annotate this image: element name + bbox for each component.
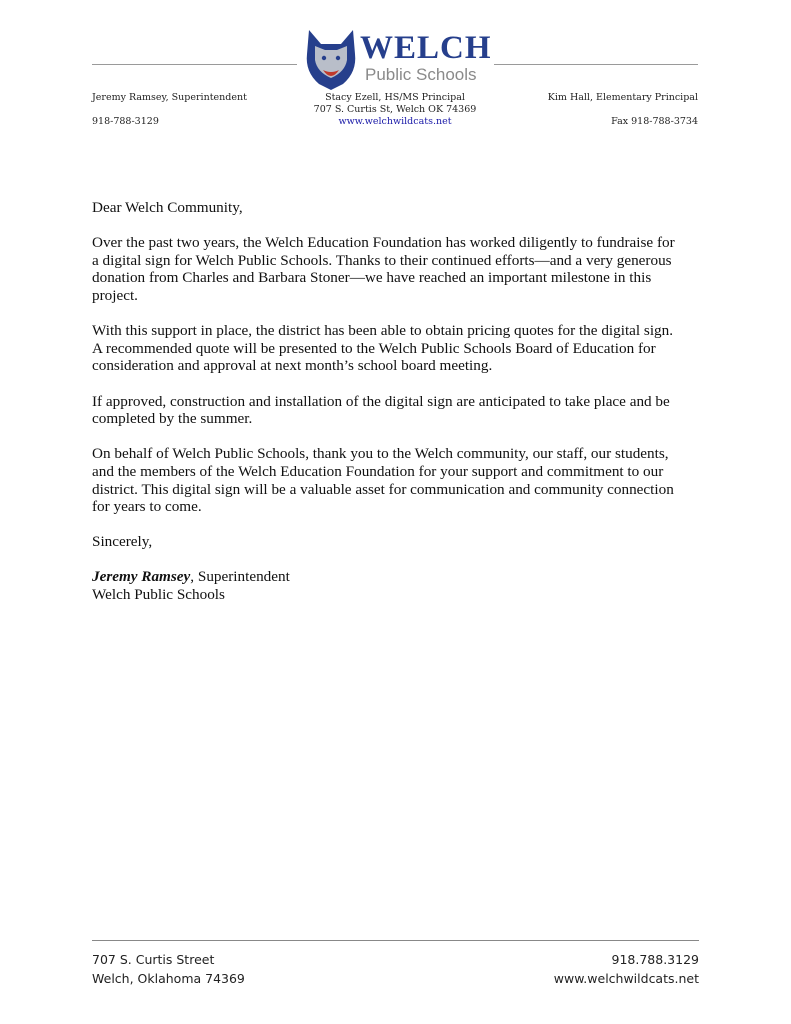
line: donation from Charles and Barbara Stoner—we have reached an important milestone in this bbox=[92, 269, 652, 287]
wildcat-icon bbox=[303, 28, 359, 90]
signature-block bbox=[92, 568, 675, 603]
signer-title: , Superintendent bbox=[190, 568, 290, 586]
line: On behalf of Welch Public Schools, thank you to the Welch community, our staff, our students, bbox=[92, 445, 669, 463]
footer-rule bbox=[92, 940, 699, 941]
principal-name: Stacy Ezell, HS/MS Principal bbox=[325, 92, 465, 103]
line: A recommended quote will be presented to the Welch Public Schools Board of Education for bbox=[92, 339, 656, 357]
signer-organization: Welch Public Schools bbox=[92, 586, 225, 604]
line: completed by the summer. bbox=[92, 410, 253, 428]
paragraph-2 bbox=[92, 322, 675, 375]
logo-subtitle: Public Schools bbox=[365, 65, 477, 84]
footer-phone: 918.788.3129 bbox=[611, 952, 699, 967]
salutation: Dear Welch Community, bbox=[92, 199, 243, 216]
elementary-principal-name: Kim Hall, Elementary Principal bbox=[547, 92, 698, 103]
phone-number: 918-788-3129 bbox=[92, 116, 159, 127]
website-link[interactable]: www.welchwildcats.net bbox=[338, 116, 452, 127]
school-address: 707 S. Curtis St, Welch OK 74369 bbox=[313, 104, 477, 115]
signer-name: Jeremy Ramsey bbox=[92, 568, 191, 586]
line: If approved, construction and installation of the digital sign are anticipated to take place and be bbox=[92, 392, 670, 410]
line: Over the past two years, the Welch Education Foundation has worked diligently to fundraise for bbox=[92, 234, 675, 252]
line: for years to come. bbox=[92, 498, 202, 516]
paragraph-3 bbox=[92, 393, 675, 428]
letter-body bbox=[92, 199, 675, 621]
line: a digital sign for Welch Public Schools. Thanks to their continued efforts—and a very generous bbox=[92, 251, 672, 269]
logo-title: WELCH bbox=[360, 30, 492, 66]
line: consideration and approval at next month’s school board meeting. bbox=[92, 357, 493, 375]
paragraph-4 bbox=[92, 445, 675, 515]
line: and the members of the Welch Education Foundation for your support and commitment to our bbox=[92, 462, 664, 480]
paragraph-1 bbox=[92, 234, 675, 304]
footer-address-line-2: Welch, Oklahoma 74369 bbox=[92, 971, 245, 986]
closing: Sincerely, bbox=[92, 533, 153, 551]
footer-website[interactable]: www.welchwildcats.net bbox=[553, 971, 699, 986]
school-logo bbox=[303, 28, 492, 90]
superintendent-name: Jeremy Ramsey, Superintendent bbox=[92, 92, 247, 103]
header-rule-right bbox=[494, 64, 698, 65]
line: With this support in place, the district has been able to obtain pricing quotes for the digital sign. bbox=[92, 322, 674, 340]
line: district. This digital sign will be a valuable asset for communication and community connection bbox=[92, 480, 674, 498]
footer-address-line-1: 707 S. Curtis Street bbox=[92, 952, 215, 967]
line: project. bbox=[92, 286, 138, 304]
header-rule-left bbox=[92, 64, 297, 65]
fax-number: Fax 918-788-3734 bbox=[611, 116, 698, 127]
